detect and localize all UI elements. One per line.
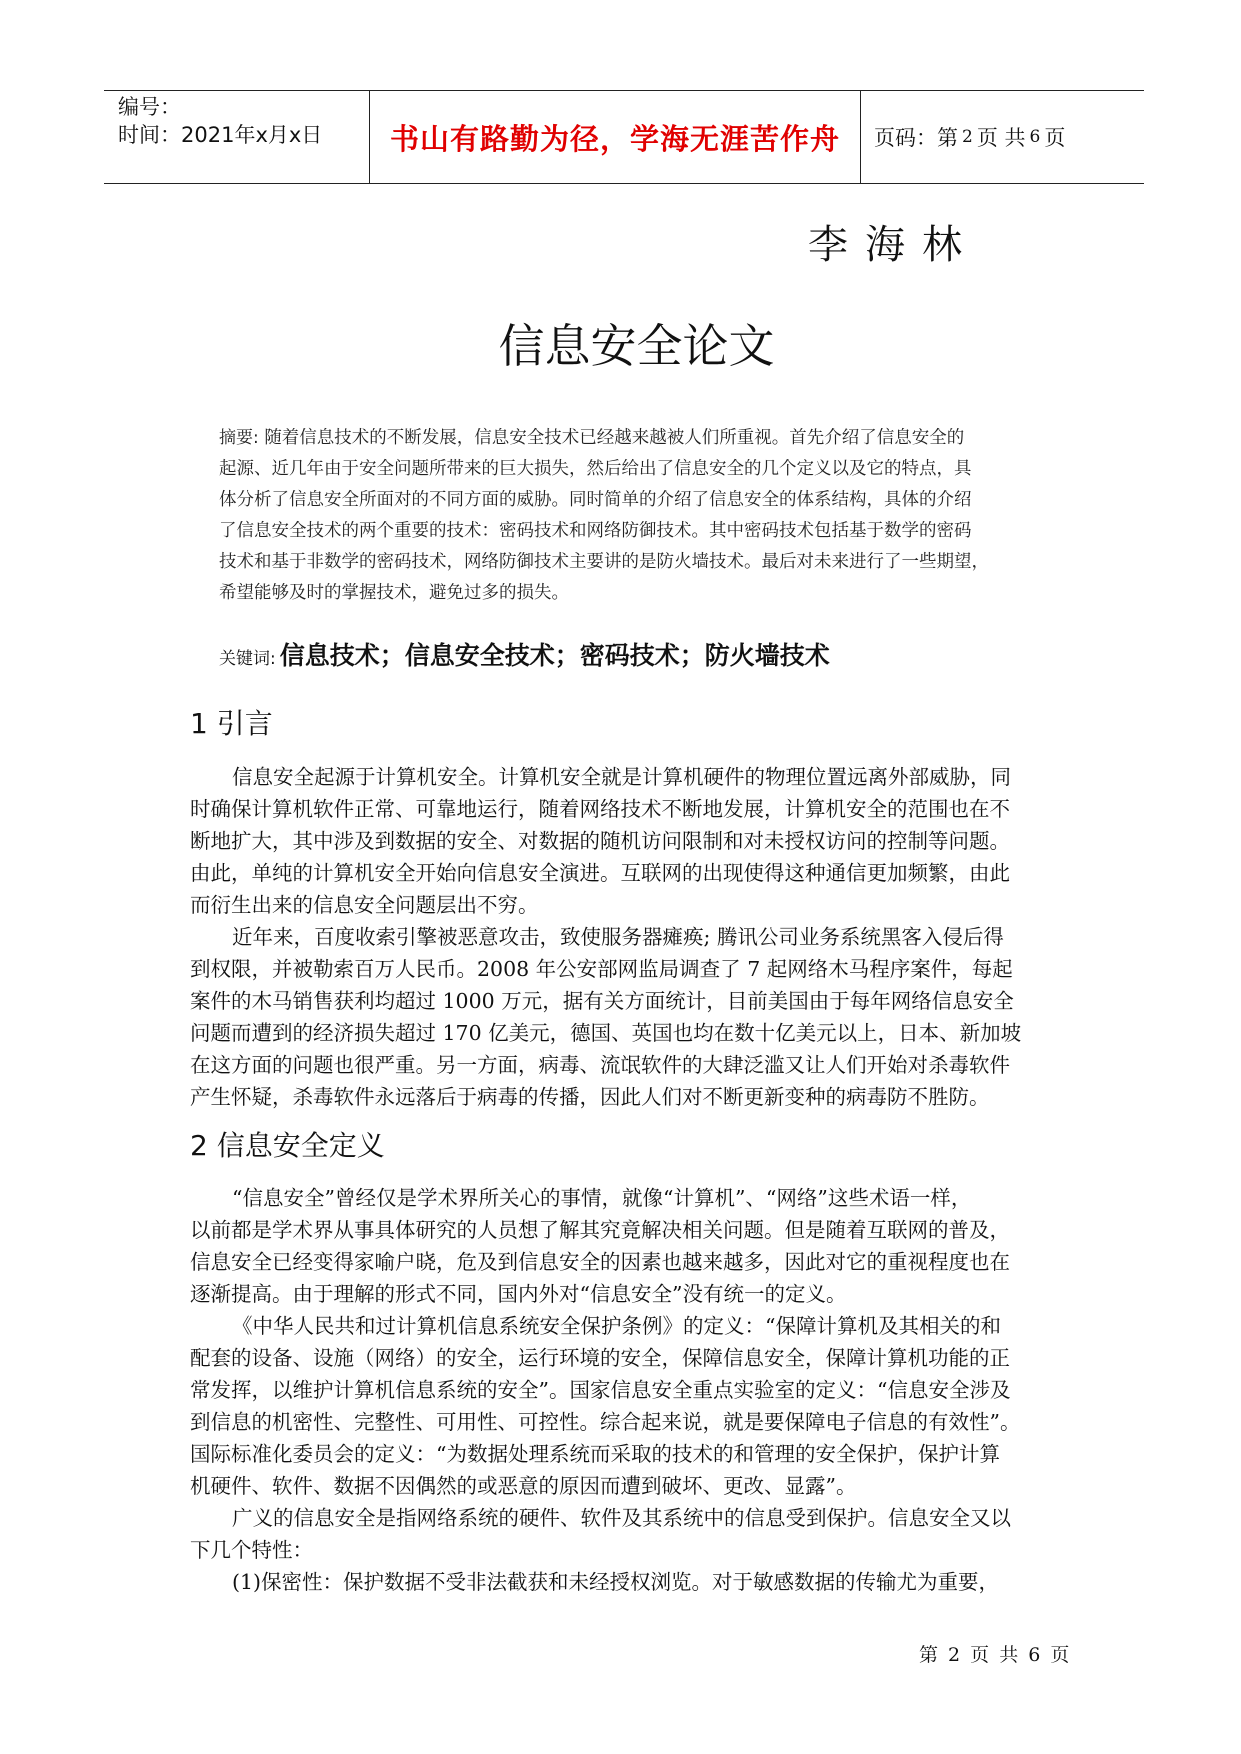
number-label: 编号： <box>118 95 181 119</box>
keywords <box>219 636 830 672</box>
text-line: 配套的设备、设施（网络）的安全，运行环境的安全，保障信息安全，保障计算机功能的正 <box>190 1346 1010 1370</box>
section-heading: 1 引言 <box>190 707 273 740</box>
keywords-value: 信息技术；信息安全技术；密码技术；防火墙技术 <box>279 641 830 670</box>
page-current: 2 <box>962 127 973 147</box>
abstract-line: 希望能够及时的掌握技术，避免过多的损失。 <box>219 583 569 603</box>
text-line: 《中华人民共和过计算机信息系统安全保护条例》的定义：“保障计算机及其相关的和 <box>232 1314 1001 1338</box>
author-name: 李海林 <box>808 222 979 268</box>
text-line: 国际标准化委员会的定义：“为数据处理系统而采取的技术的和管理的安全保护，保护计算 <box>190 1442 1000 1466</box>
header-page-info <box>874 91 1065 183</box>
paragraph <box>190 1310 1070 1502</box>
text-line: 信息安全起源于计算机安全。计算机安全就是计算机硬件的物理位置远离外部威胁，同 <box>232 765 1011 789</box>
paragraph <box>190 1182 1070 1310</box>
text-line: 时确保计算机软件正常、可靠地运行，随着网络技术不断地发展，计算机安全的范围也在不 <box>190 797 1010 821</box>
text-line: 产生怀疑，杀毒软件永远落后于病毒的传播，因此人们对不断更新变种的病毒防不胜防。 <box>190 1085 990 1109</box>
text-line: 而衍生出来的信息安全问题层出不穷。 <box>190 893 539 917</box>
abstract-label: 摘要: <box>219 428 259 448</box>
text-line: 逐渐提高。由于理解的形式不同，国内外对“信息安全”没有统一的定义。 <box>190 1282 847 1306</box>
text-line: 在这方面的问题也很严重。另一方面，病毒、流氓软件的大肆泛滥又让人们开始对杀毒软件 <box>190 1053 1010 1077</box>
page-prefix: 页码：第 <box>874 126 958 150</box>
abstract-line: 技术和基于非数学的密码技术，网络防御技术主要讲的是防火墙技术。最后对未来进行了一些期望， <box>219 552 989 572</box>
paragraph <box>190 1566 1070 1598</box>
paragraph <box>190 761 1070 921</box>
abstract-line: 了信息安全技术的两个重要的技术：密码技术和网络防御技术。其中密码技术包括基于数学的密码 <box>219 521 972 541</box>
paragraph <box>190 1502 1070 1566</box>
header-motto: 书山有路勤为径，学海无涯苦作舟 <box>389 121 840 156</box>
text-line: 到信息的机密性、完整性、可用性、可控性。综合起来说，就是要保障电子信息的有效性”。 <box>190 1410 1021 1434</box>
text-line: 下几个特性： <box>190 1538 313 1562</box>
text-line: 断地扩大，其中涉及到数据的安全、对数据的随机访问限制和对未授权访问的控制等问题。 <box>190 829 1010 853</box>
page-footer: 第 2 页 共 6 页 <box>919 1644 1072 1666</box>
text-line: “信息安全”曾经仅是学术界所关心的事情，就像“计算机”、“网络”这些术语一样， <box>232 1186 972 1210</box>
paper-title <box>0 310 1241 376</box>
header-meta <box>118 93 322 149</box>
section-heading: 2 信息安全定义 <box>190 1129 385 1162</box>
time-label: 时间：2021年x月x日 <box>118 123 323 147</box>
keywords-label: 关键词: <box>219 649 276 669</box>
abstract-line: 摘要: 随着信息技术的不断发展，信息安全技术已经越来越被人们所重视。首先介绍了信息安全的 <box>219 428 965 448</box>
page-total: 6 <box>1029 127 1041 147</box>
paper-title-text: 信息安全论文 <box>498 319 775 373</box>
page-suffix: 页 <box>1044 126 1066 150</box>
abstract <box>219 423 1039 609</box>
text-line: 信息安全已经变得家喻户晓，危及到信息安全的因素也越来越多，因此对它的重视程度也在 <box>190 1250 1010 1274</box>
text-line: 以前都是学术界从事具体研究的人员想了解其究竟解决相关问题。但是随着互联网的普及， <box>190 1218 1010 1242</box>
text-line: 近年来，百度收索引擎被恶意攻击，致使服务器瘫痪; 腾讯公司业务系统黑客入侵后得 <box>232 925 1004 949</box>
abstract-line: 起源、近几年由于安全问题所带来的巨大损失，然后给出了信息安全的几个定义以及它的特点，具 <box>219 459 972 479</box>
text-line: 问题而遭到的经济损失超过 170 亿美元，德国、英国也均在数十亿美元以上，日本、新加坡 <box>190 1021 1022 1045</box>
page-mid: 页 共 <box>976 126 1026 150</box>
text-line: (1)保密性：保护数据不受非法截获和未经授权浏览。对于敏感数据的传输尤为重要， <box>232 1570 1000 1594</box>
document-header <box>104 90 1144 184</box>
abstract-line: 体分析了信息安全所面对的不同方面的威胁。同时简单的介绍了信息安全的体系结构，具体的介绍 <box>219 490 972 510</box>
text-line: 常发挥，以维护计算机信息系统的安全”。国家信息安全重点实验室的定义：“信息安全涉及 <box>190 1378 1011 1402</box>
text-line: 案件的木马销售获利均超过 1000 万元，据有关方面统计，目前美国由于每年网络信息安全 <box>190 989 1014 1013</box>
text-line: 广义的信息安全是指网络系统的硬件、软件及其系统中的信息受到保护。信息安全又以 <box>232 1506 1011 1530</box>
paragraph <box>190 921 1070 1113</box>
text-line: 机硬件、软件、数据不因偶然的或恶意的原因而遭到破坏、更改、显露”。 <box>190 1474 857 1498</box>
header-divider <box>860 91 861 183</box>
text-line: 由此，单纯的计算机安全开始向信息安全演进。互联网的出现使得这种通信更加频繁，由此 <box>190 861 1010 885</box>
text-line: 到权限，并被勒索百万人民币。2008 年公安部网监局调查了 7 起网络木马程序案件，每起 <box>190 957 1013 981</box>
